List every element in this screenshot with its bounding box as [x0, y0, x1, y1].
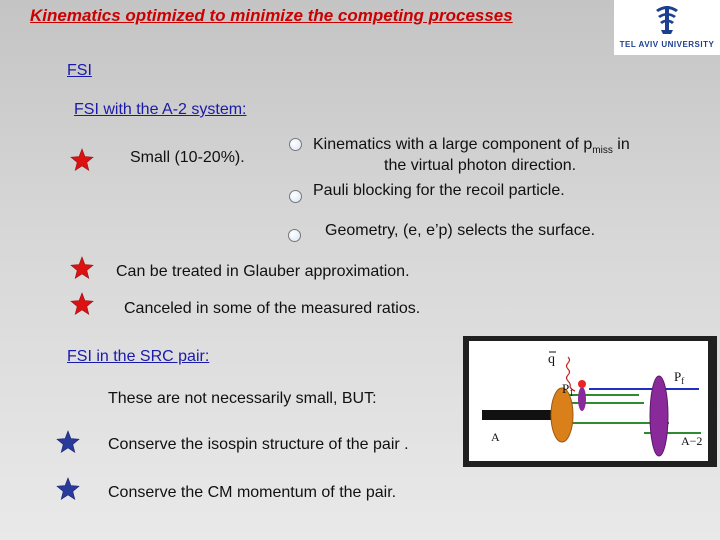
purple-pair-small: [578, 387, 586, 411]
university-logo: [614, 0, 720, 55]
src-heading: FSI in the SRC pair:: [67, 348, 210, 365]
purple-nucleon-blob: [650, 376, 668, 456]
interaction-vertex: [578, 380, 586, 388]
src-fsi-diagram: [463, 336, 717, 467]
circle-item-kinematics-line2: the virtual photon direction.: [384, 157, 577, 174]
blue-star-icon: [56, 430, 80, 454]
circle-bullet-icon: [289, 190, 302, 203]
pf-label: $P_f$: [674, 369, 685, 386]
diagram-svg: [469, 341, 708, 461]
star-item-isospin: Conserve the isospin structure of the pair .: [108, 436, 409, 453]
a2-label: A−2: [681, 434, 703, 448]
a-label: A: [491, 430, 500, 444]
red-star-icon: [70, 256, 94, 280]
circle-item-pauli: Pauli blocking for the recoil particle.: [313, 182, 565, 199]
p1-label: $P_1$: [562, 381, 574, 398]
tel-aviv-university-emblem-icon: [614, 0, 720, 40]
diagram-canvas: [469, 341, 708, 461]
star-item-cm-momentum: Conserve the CM momentum of the pair.: [108, 484, 397, 501]
fsi-heading: FSI: [67, 62, 92, 79]
logo-caption: TEL AVIV UNIVERSITY: [619, 40, 715, 49]
circle-bullet-icon: [288, 229, 301, 242]
small-label: Small (10-20%).: [130, 149, 245, 166]
q-label: q: [548, 352, 555, 367]
blue-star-icon: [56, 477, 80, 501]
circle-bullet-icon: [289, 138, 302, 151]
slide-title: Kinematics optimized to minimize the competing processes: [30, 6, 513, 25]
star-item-canceled: Canceled in some of the measured ratios.: [124, 300, 421, 317]
red-star-icon: [70, 148, 94, 172]
src-intro: These are not necessarily small, BUT:: [108, 390, 377, 407]
fsi-a2-heading: FSI with the A-2 system:: [74, 101, 247, 118]
red-star-icon: [70, 292, 94, 316]
circle-item-kinematics-line1: Kinematics with a large component of $p_{miss}$ in: [313, 136, 630, 157]
star-item-glauber: Can be treated in Glauber approximation.: [116, 263, 410, 280]
circle-item-geometry: Geometry, (e, e’p) selects the surface.: [325, 222, 596, 239]
